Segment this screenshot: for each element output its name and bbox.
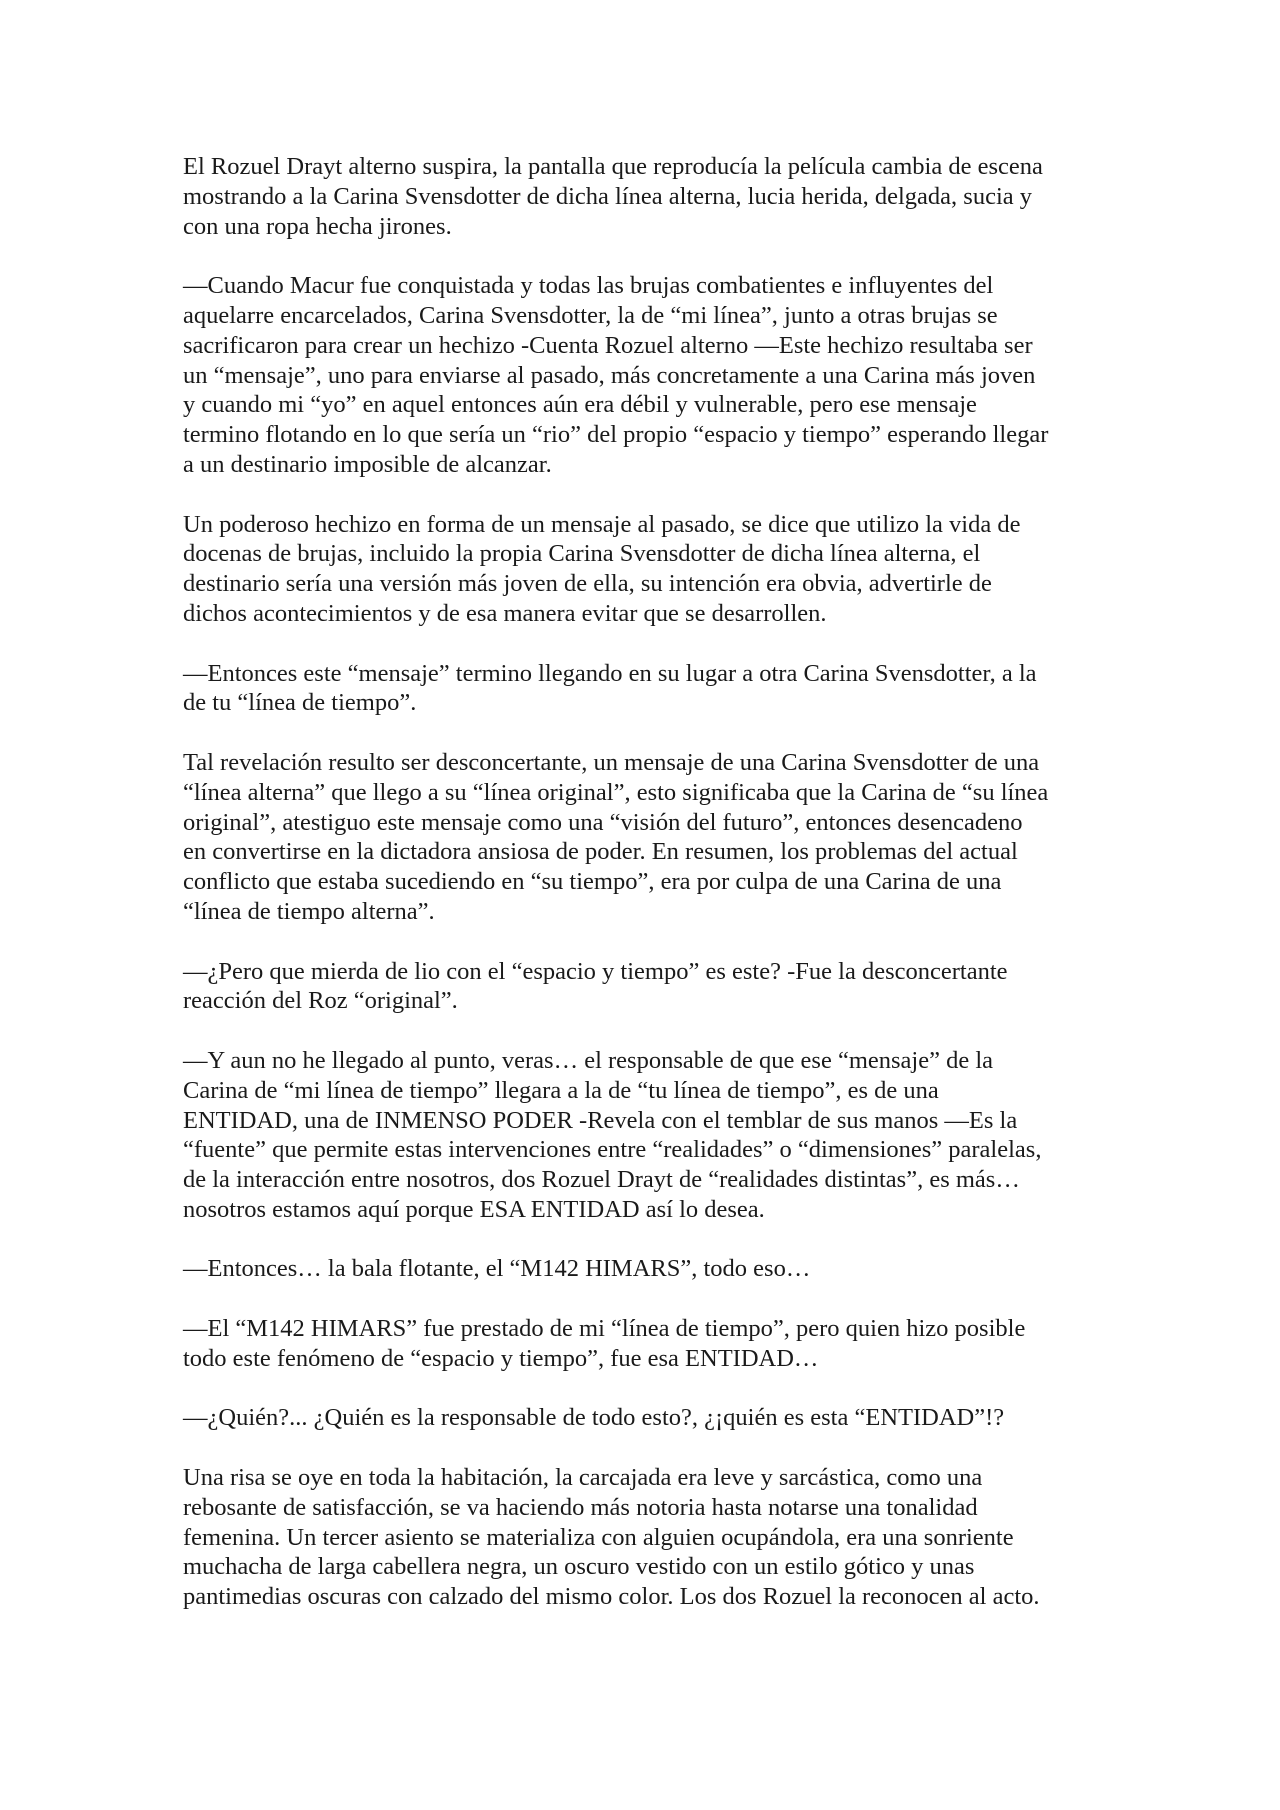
paragraph: —¿Quién?... ¿Quién es la responsable de todo esto?, ¿¡quién es esta “ENTIDAD”!? xyxy=(183,1404,1005,1432)
paragraph: —Entonces… la bala flotante, el “M142 HIMARS”, todo eso… xyxy=(183,1255,811,1283)
paragraph: —El “M142 HIMARS” fue prestado de mi “línea de tiempo”, pero quien hizo posible todo este fenómeno de “espacio y tiempo”, fue esa ENTIDAD… xyxy=(183,1315,1026,1372)
paragraph: —Y aun no he llegado al punto, veras… el responsable de que ese “mensaje” de la Carina de “mi línea de tiempo” llegara a la de “tu línea de tiempo”, es de una ENTIDAD, una de INMENSO PODER -Revela con el temblar de sus manos —Es la “fuente” que permite estas intervenciones entre “realidades” o “dimensiones” paralelas, de la interacción entre nosotros, dos Rozuel Drayt de “realidades distintas”, es más… nosotros estamos aquí porque ESA ENTIDAD así lo desea. xyxy=(183,1046,1042,1223)
paragraph: Tal revelación resulto ser desconcertante, un mensaje de una Carina Svensdotter de una “línea alterna” que llego a su “línea original”, esto significaba que la Carina de “su línea original”, atestiguo este mensaje como una “visión del futuro”, entonces desencadeno en convertirse en la dictadora ansiosa de poder. En resumen, los problemas del actual conflicto que estaba sucediendo en “su tiempo”, era por culpa de una Carina de una “línea de tiempo alterna”. xyxy=(183,748,1049,925)
paragraph: Un poderoso hechizo en forma de un mensaje al pasado, se dice que utilizo la vida de docenas de brujas, incluido la propia Carina Svensdotter de dicha línea alterna, el destinario sería una versión más joven de ella, su intención era obvia, advertirle de dichos acontecimientos y de esa manera evitar que se desarrollen. xyxy=(183,510,1021,627)
paragraph: Una risa se oye en toda la habitación, la carcajada era leve y sarcástica, como una rebosante de satisfacción, se va haciendo más notoria hasta notarse una tonalidad femenina. Un tercer asiento se materializa con alguien ocupándola, era una sonriente muchacha de larga cabellera negra, un oscuro vestido con un estilo gótico y unas pantimedias oscuras con calzado del mismo color. Los dos Rozuel la reconocen al acto. xyxy=(183,1464,1040,1611)
paragraph: —Cuando Macur fue conquistada y todas las brujas combatientes e influyentes del aquelarre encarcelados, Carina Svensdotter, la de “mi línea”, junto a otras brujas se sacrificaron para crear un hechizo -Cuenta Rozuel alterno —Este hechizo resultaba ser un “mensaje”, uno para enviarse al pasado, más concretamente a una Carina más joven y cuando mi “yo” en aquel entonces aún era débil y vulnerable, pero ese mensaje termino flotando en lo que sería un “rio” del propio “espacio y tiempo” esperando llegar a un destinario imposible de alcanzar. xyxy=(183,272,1049,478)
paragraph: El Rozuel Drayt alterno suspira, la pantalla que reproducía la película cambia de escena mostrando a la Carina Svensdotter de dicha línea alterna, lucia herida, delgada, sucia y con una ropa hecha jirones. xyxy=(183,153,1043,240)
document-body xyxy=(183,152,1103,1642)
paragraph: —Entonces este “mensaje” termino llegando en su lugar a otra Carina Svensdotter, a la de tu “línea de tiempo”. xyxy=(183,659,1037,717)
paragraph: —¿Pero que mierda de lio con el “espacio y tiempo” es este? -Fue la desconcertante reacción del Roz “original”. xyxy=(183,957,1008,1015)
